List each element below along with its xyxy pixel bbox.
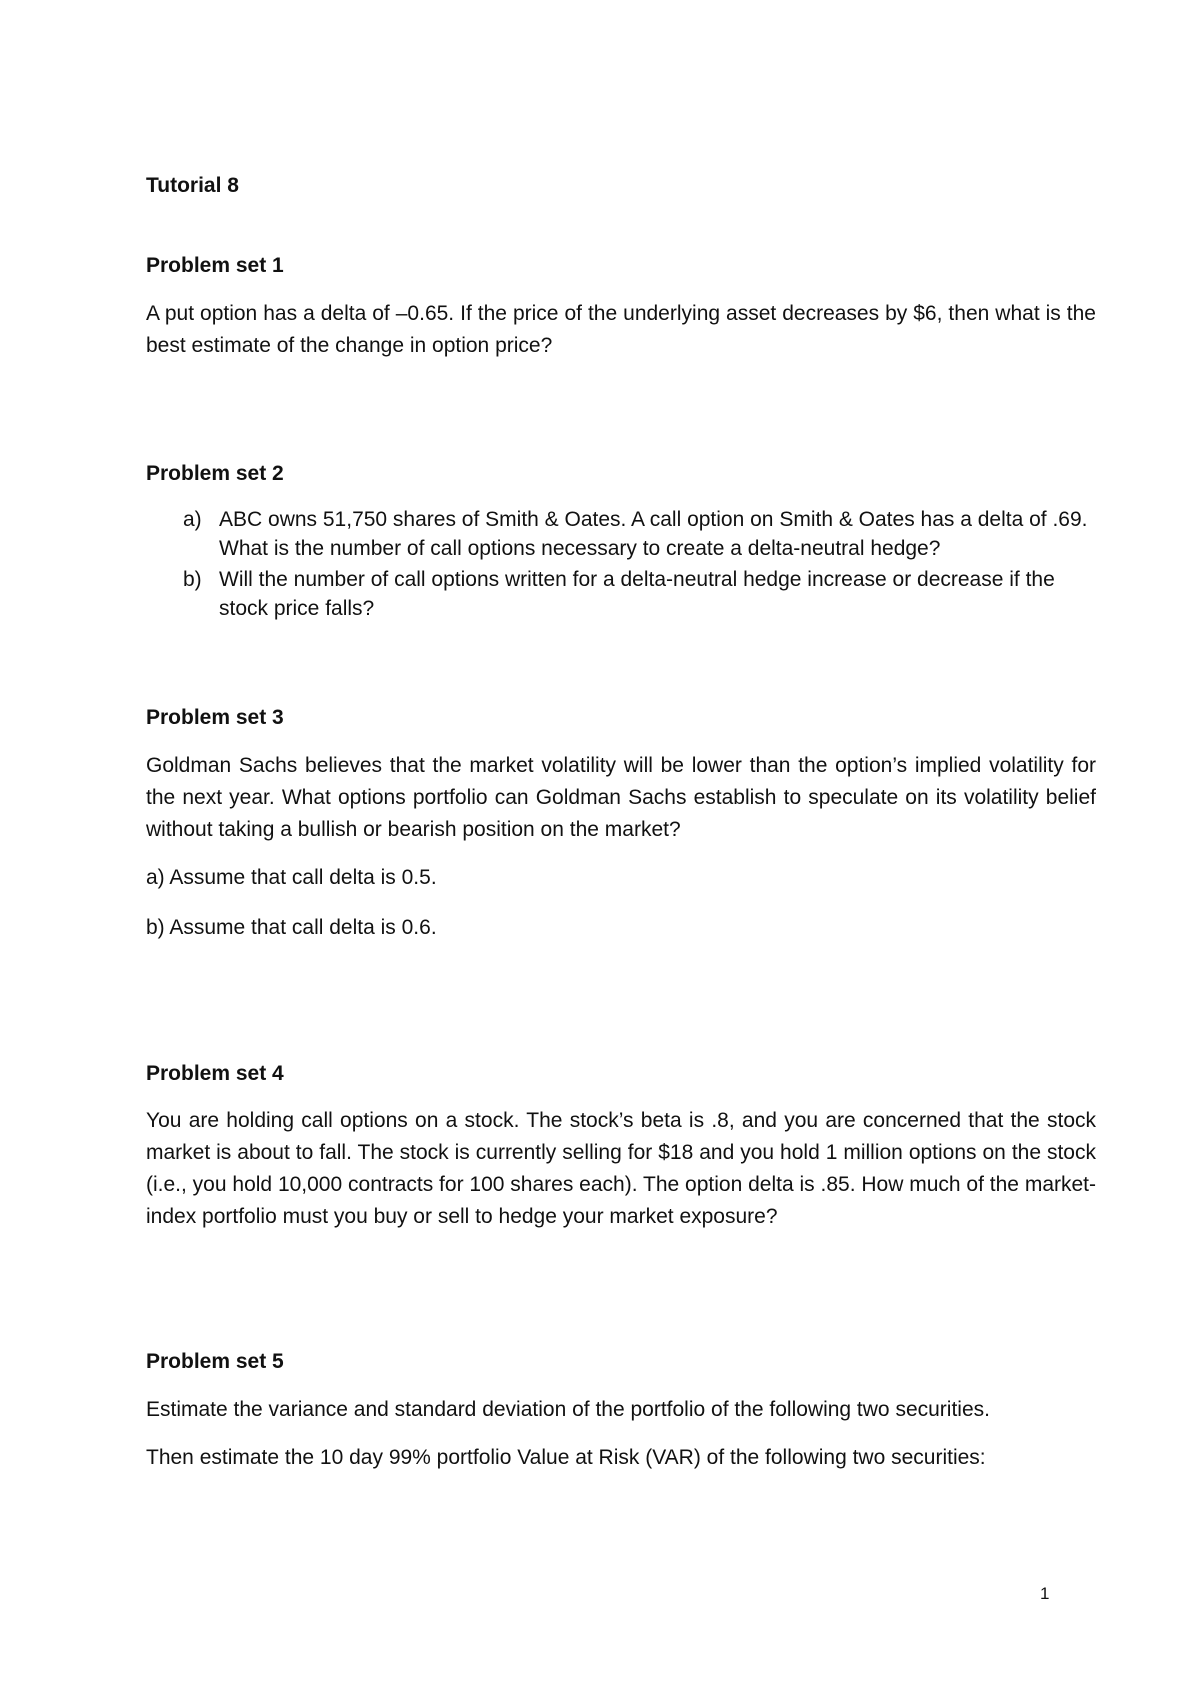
list-item bbox=[183, 505, 1096, 563]
list-marker: b) bbox=[183, 568, 202, 591]
list-item-text: Will the number of call options written for a delta-neutral hedge increase or decrease if the stock price falls? bbox=[219, 568, 1055, 620]
list-item bbox=[183, 565, 1096, 623]
problem-set-3-heading: Problem set 3 bbox=[146, 706, 284, 729]
page-number: 1 bbox=[1040, 1584, 1050, 1603]
problem-set-4-heading: Problem set 4 bbox=[146, 1062, 284, 1085]
problem-set-5-line-2: Then estimate the 10 day 99% portfolio Value at Risk (VAR) of the following two securities: bbox=[146, 1446, 986, 1469]
problem-set-5-line-1: Estimate the variance and standard deviation of the portfolio of the following two securities. bbox=[146, 1398, 990, 1421]
list-item-text: ABC owns 51,750 shares of Smith & Oates. A call option on Smith & Oates has a delta of .69. What is the number of call options necessary to create a delta-neutral hedge? bbox=[219, 508, 1088, 560]
problem-set-2-heading: Problem set 2 bbox=[146, 462, 284, 485]
problem-set-3-part-a: a) Assume that call delta is 0.5. bbox=[146, 866, 437, 889]
problem-set-2-list bbox=[183, 505, 1096, 625]
problem-set-3-part-b: b) Assume that call delta is 0.6. bbox=[146, 916, 437, 939]
problem-set-5-heading: Problem set 5 bbox=[146, 1350, 284, 1373]
problem-set-3-text: Goldman Sachs believes that the market volatility will be lower than the option’s implied volatility for the next year. What options portfolio can Goldman Sachs establish to speculate on its volatility belief without taking a bullish or bearish position on the market? bbox=[146, 754, 1096, 841]
problem-set-4-text: You are holding call options on a stock. The stock’s beta is .8, and you are concerned that the stock market is about to fall. The stock is currently selling for $18 and you hold 1 million options on the stock (i.e., you hold 10,000 contracts for 100 shares each). The option delta is .85. How much of the market-index portfolio must you buy or sell to hedge your market exposure? bbox=[146, 1109, 1096, 1228]
problem-set-1-heading: Problem set 1 bbox=[146, 254, 284, 277]
problem-set-1-text: A put option has a delta of –0.65. If the price of the underlying asset decreases by $6, then what is the best estimate of the change in option price? bbox=[146, 302, 1096, 357]
list-marker: a) bbox=[183, 508, 202, 531]
document-title: Tutorial 8 bbox=[146, 174, 239, 197]
